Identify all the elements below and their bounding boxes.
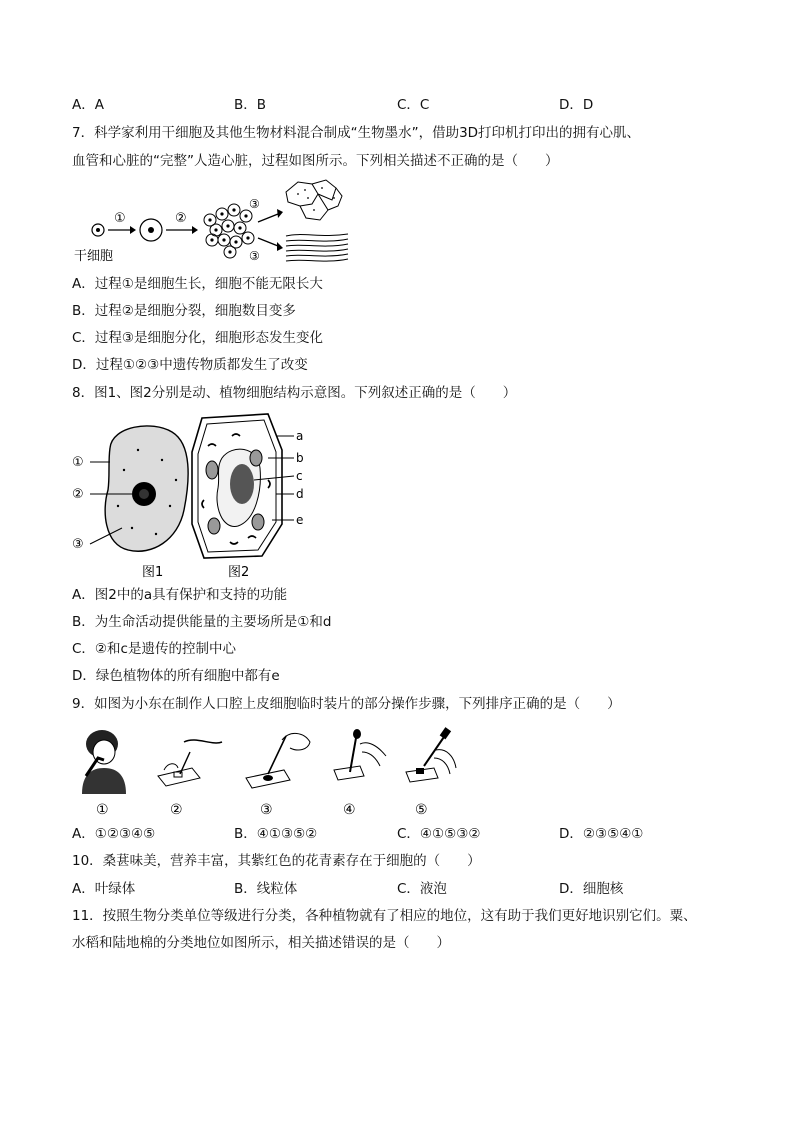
fig2-label-d: d <box>296 487 304 501</box>
dividing-cell-cluster <box>204 204 254 258</box>
plant-cell-diagram <box>192 414 294 558</box>
step4-label: ④ <box>343 802 356 818</box>
fig1-label-2: ② <box>72 487 84 502</box>
step3b-label: ③ <box>249 249 260 263</box>
q8-option-d: D．绿色植物体的所有细胞中都有e <box>72 668 280 684</box>
step3a-label: ③ <box>249 197 260 211</box>
q9-stem: 9．如图为小东在制作人口腔上皮细胞临时装片的部分操作步骤，下列排序正确的是（ ） <box>72 696 621 712</box>
step2-slide-with-dropper <box>158 740 222 786</box>
q11-stem-line1: 11．按照生物分类单位等级进行分类，各种植物就有了相应的地位，这有助于我们更好地识别它们。粟、 <box>72 908 697 924</box>
q9-option-d: D．②③⑤④① <box>559 826 644 842</box>
step3-label: ③ <box>260 802 273 818</box>
stem-cell-label: 干细胞 <box>74 249 114 264</box>
fig1-caption: 图1 <box>142 565 164 580</box>
differentiated-cells-round <box>286 180 342 220</box>
q7-option-b: B．过程②是细胞分裂，细胞数目变多 <box>72 303 296 319</box>
fig2-label-c: c <box>296 469 303 483</box>
fig2-label-a: a <box>296 429 304 443</box>
step5-covering-coverslip <box>406 727 456 782</box>
q10-options <box>72 879 672 899</box>
q10-option-c: C．液泡 <box>397 881 447 897</box>
step2-label: ② <box>175 211 187 226</box>
step2-label: ② <box>170 802 183 818</box>
q8-option-b: B．为生命活动提供能量的主要场所是①和d <box>72 614 332 630</box>
step1-label: ① <box>96 802 109 818</box>
q8-stem: 8．图1、图2分别是动、植物细胞结构示意图。下列叙述正确的是（ ） <box>72 385 517 401</box>
q8-cell-structure-figure <box>72 410 322 580</box>
q10-option-b: B．线粒体 <box>234 881 298 897</box>
q8-option-a: A．图2中的a具有保护和支持的功能 <box>72 587 288 603</box>
q7-stem-line1: 7．科学家利用干细胞及其他生物材料混合制成“生物墨水”，借助3D打印机打印出的拥有心肌、 <box>72 125 641 141</box>
q9-option-b: B．④①③⑤② <box>234 826 318 842</box>
fig1-label-3: ③ <box>72 537 84 552</box>
q6-option-c: C．C <box>397 97 430 113</box>
q7-option-a: A．过程①是细胞生长，细胞不能无限长大 <box>72 276 323 292</box>
q7-stem-cell-figure <box>72 176 362 268</box>
fig2-label-b: b <box>296 451 304 465</box>
step3-dropping-solution <box>246 733 310 788</box>
q7-option-d: D．过程①②③中遗传物质都发生了改变 <box>72 357 308 373</box>
q10-option-d: D．细胞核 <box>559 881 624 897</box>
step1-label: ① <box>114 211 126 226</box>
q6-option-d: D．D <box>559 97 594 113</box>
fig2-caption: 图2 <box>228 565 250 580</box>
q8-option-c: C．②和c是遗传的控制中心 <box>72 641 236 657</box>
q9-procedure-figure <box>72 722 472 820</box>
step4-pipette-on-slide <box>334 729 386 780</box>
q6-option-a: A．A <box>72 97 104 113</box>
fig2-label-e: e <box>296 513 304 527</box>
q7-stem-line2: 血管和心脏的“完整”人造心脏，过程如图所示。下列相关描述不正确的是（ ） <box>72 153 559 169</box>
animal-cell-diagram <box>90 426 188 551</box>
q10-stem: 10．桑葚味美，营养丰富，其紫红色的花青素存在于细胞的（ ） <box>72 853 481 869</box>
step5-label: ⑤ <box>415 802 428 818</box>
q7-option-c: C．过程③是细胞分化，细胞形态发生变化 <box>72 330 324 346</box>
differentiated-cells-muscle <box>286 234 348 261</box>
q9-option-a: A．①②③④⑤ <box>72 826 156 842</box>
q9-option-c: C．④①⑤③② <box>397 826 481 842</box>
q6-option-b: B．B <box>234 97 267 113</box>
step1-person-scraping-mouth <box>82 730 126 794</box>
fig1-label-1: ① <box>72 455 84 470</box>
q6-options <box>72 95 672 115</box>
q10-option-a: A．叶绿体 <box>72 881 136 897</box>
q9-options <box>72 824 672 844</box>
q11-stem-line2: 水稻和陆地棉的分类地位如图所示，相关描述错误的是（ ） <box>72 935 450 951</box>
